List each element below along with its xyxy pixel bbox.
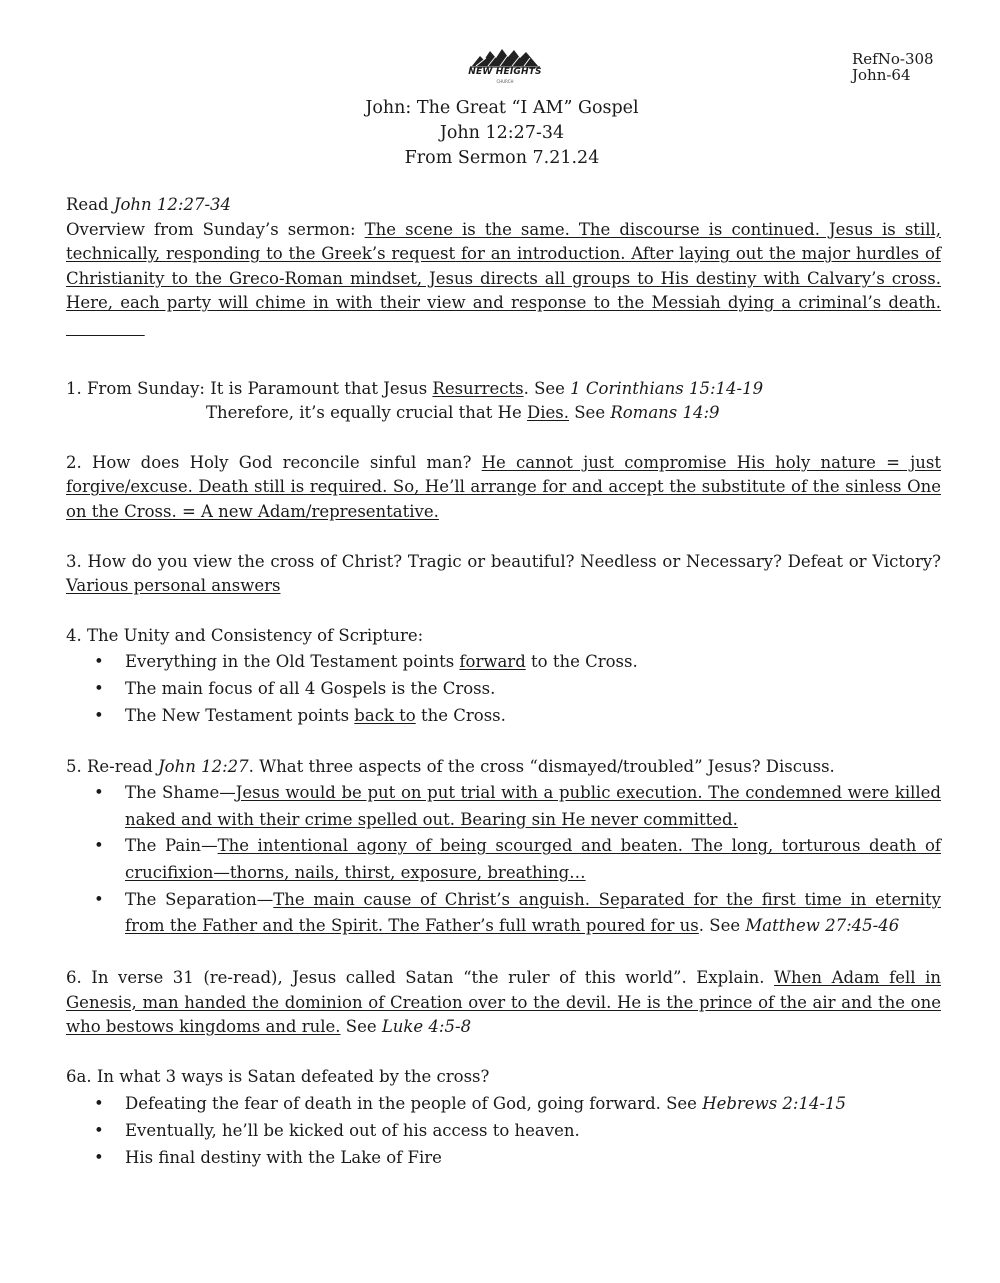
title-line-3: From Sermon 7.21.24 (404, 148, 600, 168)
logo-subtext: CHURCH (496, 79, 514, 84)
question-3: 3. How do you view the cross of Christ? Tragic or beautiful? Needless or Necessary? Defeat or Victory? Various personal answers (66, 551, 941, 596)
question-2: 2. How does Holy God reconcile sinful man? He cannot just compromise His holy nature = just forgive/excuse. Death still is required. So, He’ll arrange for and accept the substitute of the sinless One on the Cross. = A new Adam/representative. (66, 452, 941, 521)
question-5-list (66, 780, 941, 940)
logo-wordmark: NEW HEIGHTS (468, 67, 542, 77)
list-item: • The main focus of all 4 Gospels is the Cross. (94, 679, 496, 699)
read-line: Read John 12:27-34 (66, 195, 232, 214)
title-line-2: John 12:27-34 (439, 123, 565, 143)
document-body (66, 193, 941, 1171)
ref-code: John-64 (852, 66, 911, 84)
question-6: 6. In verse 31 (re-read), Jesus called Satan “the ruler of this world”. Explain. When Adam fell in Genesis, man handed the dominion of Creation over to the devil. He is the prince of the air and the one who bestows kingdoms and rule. See Luke 4:5-8 (66, 968, 941, 1036)
ref-number: RefNo-308 (852, 50, 934, 68)
question-1-followup: Therefore, it’s equally crucial that He Dies. See Romans 14:9 (206, 403, 720, 423)
question-1: 1. From Sunday: It is Paramount that Jesus Resurrects. See 1 Corinthians 15:14-19 (66, 378, 764, 398)
read-reference: John 12:27-34 (113, 195, 232, 214)
question-6a-list (66, 1090, 941, 1171)
title-line-1: John: The Great “I AM” Gospel (365, 98, 639, 118)
list-item: • Everything in the Old Testament points forward to the Cross. (94, 652, 638, 672)
overview-answer: The scene is the same. The discourse is continued. Jesus is still, technically, responding to the Greek’s request for an introduction. After laying out the major hurdles of Christianity to the Greco-Roman mindset, Jesus directs all groups to His destiny with Calvary’s cross. Here, each party will chime in with their view and response to the Messiah dying a criminal’s death. (66, 219, 941, 313)
reference-block (852, 51, 934, 83)
question-4-list (66, 648, 941, 729)
list-item: • The Separation—The main cause of Christ’s anguish. Separated for the first time in eternity from the Father and the Spirit. The Father’s full wrath poured for us. See Matthew 27:45-46 (94, 889, 941, 936)
mountain-logo-icon (466, 46, 544, 68)
question-6-answer: When Adam fell in Genesis, man handed the dominion of Creation over to the devil. He is the prince of the air and the one who bestows kingdoms and rule. (66, 968, 941, 1036)
list-item: • Defeating the fear of death in the people of God, going forward. See Hebrews 2:14-15 (94, 1093, 847, 1113)
question-5: 5. Re-read John 12:27. What three aspects of the cross “dismayed/troubled” Jesus? Discuss. (66, 757, 835, 777)
question-6a-heading: 6a. In what 3 ways is Satan defeated by the cross? (66, 1067, 490, 1087)
church-logo (466, 46, 544, 90)
list-item: • His final destiny with the Lake of Fire (94, 1147, 442, 1167)
list-item: • The Pain—The intentional agony of being scourged and beaten. The long, torturous death of crucifixion—thorns, nails, thirst, exposure, breathing… (94, 836, 942, 883)
question-2-answer: He cannot just compromise His holy nature = just forgive/excuse. Death still is required. So, He’ll arrange for and accept the substitute of the sinless One on the Cross. = A new Adam/representative. (66, 452, 941, 521)
list-item: • The Shame—Jesus would be put on put trial with a public execution. The condemned were killed naked and with their crime spelled out. Bearing sin He never committed. (94, 782, 941, 829)
question-4-heading: 4. The Unity and Consistency of Scripture: (66, 625, 424, 645)
question-3-answer: Various personal answers (66, 576, 281, 596)
document-title (0, 96, 1000, 171)
list-item: • The New Testament points back to the Cross. (94, 706, 506, 726)
overview-paragraph: Overview from Sunday’s sermon: The scene is the same. The discourse is continued. Jesus is still, technically, responding to the Greek’s request for an introduction. After laying out the major hurdles of Christianity to the Greco-Roman mindset, Jesus directs all groups to His destiny with Calvary’s cross. Here, each party will chime in with their view and response to the Messiah dying a criminal’s death. (66, 219, 941, 313)
list-item: • Eventually, he’ll be kicked out of his access to heaven. (94, 1120, 580, 1140)
